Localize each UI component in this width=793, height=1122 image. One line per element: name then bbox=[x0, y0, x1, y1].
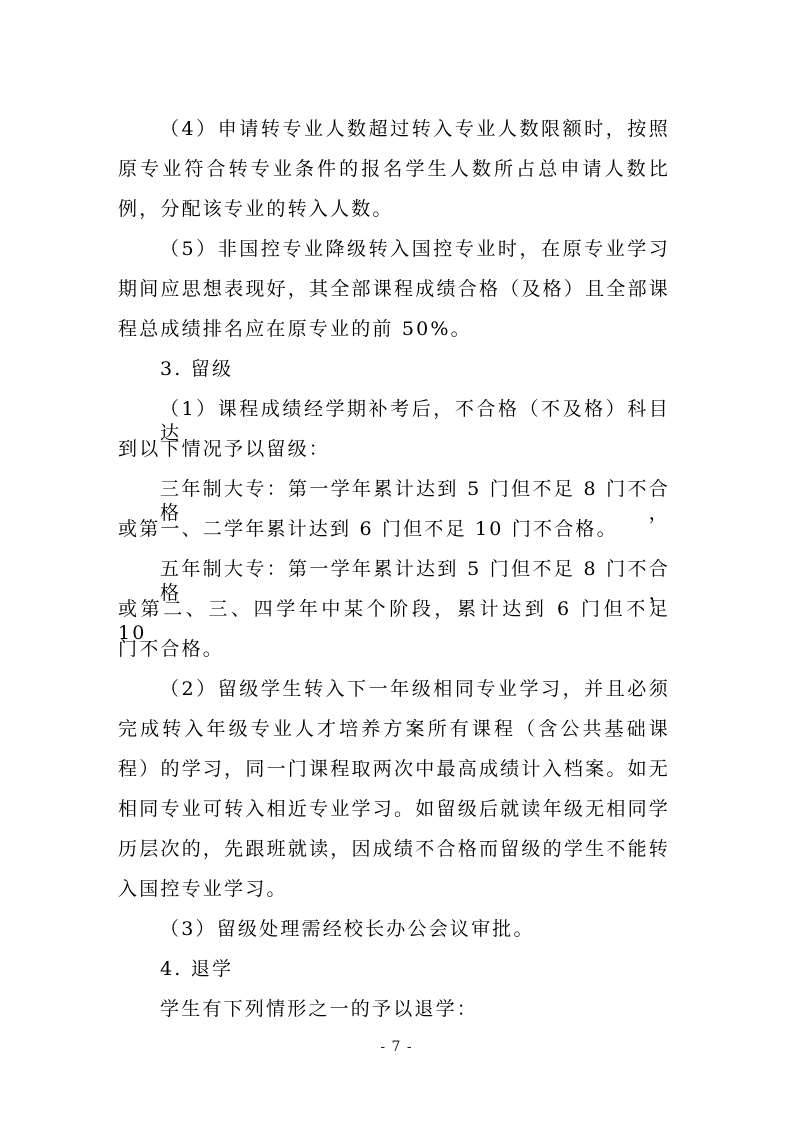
text-line: （2）留级学生转入下一年级相同专业学习，并且必须 bbox=[160, 678, 670, 700]
text-line: 相同专业可转入相近专业学习。如留级后就读年级无相同学 bbox=[118, 798, 670, 820]
text-line: （1）课程成绩经学期补考后，不合格（不及格）科目达 bbox=[160, 398, 670, 444]
text-line: 三年制大专：第一学年累计达到 5 门但不足 8 门不合格， bbox=[160, 478, 670, 524]
text-line: （4）申请转专业人数超过转入专业人数限额时，按照 bbox=[160, 118, 670, 140]
text-line: （5）非国控专业降级转入国控专业时，在原专业学习 bbox=[160, 238, 670, 260]
text-line: 程总成绩排名应在原专业的前 50%。 bbox=[118, 318, 472, 340]
text-line: 到以下情况予以留级： bbox=[118, 438, 331, 460]
text-line: 入国控专业学习。 bbox=[118, 878, 288, 900]
text-line: 完成转入年级专业人才培养方案所有课程（含公共基础课 bbox=[118, 718, 670, 740]
text-line: 五年制大专：第一学年累计达到 5 门但不足 8 门不合格， bbox=[160, 558, 670, 604]
text-line: 程）的学习，同一门课程取两次中最高成绩计入档案。如无 bbox=[118, 758, 670, 780]
text-line: 原专业符合转专业条件的报名学生人数所占总申请人数比 bbox=[118, 158, 670, 180]
text-line: 或第一、二学年累计达到 6 门但不足 10 门不合格。 bbox=[118, 518, 618, 540]
text-line: 学生有下列情形之一的予以退学： bbox=[160, 998, 479, 1020]
page-number: - 7 - bbox=[380, 1039, 413, 1055]
text-line: （3）留级处理需经校长办公会议审批。 bbox=[160, 918, 535, 940]
section-heading: 3. 留级 bbox=[160, 358, 234, 380]
section-heading: 4. 退学 bbox=[160, 958, 234, 980]
text-line: 例，分配该专业的转入人数。 bbox=[118, 198, 394, 220]
text-line: 期间应思想表现好，其全部课程成绩合格（及格）且全部课 bbox=[118, 278, 670, 300]
text-line: 或第二、三、四学年中某个阶段，累计达到 6 门但不足 10 bbox=[118, 598, 670, 644]
text-line: 历层次的，先跟班就读，因成绩不合格而留级的学生不能转 bbox=[118, 838, 670, 860]
text-line: 门不合格。 bbox=[118, 638, 225, 660]
